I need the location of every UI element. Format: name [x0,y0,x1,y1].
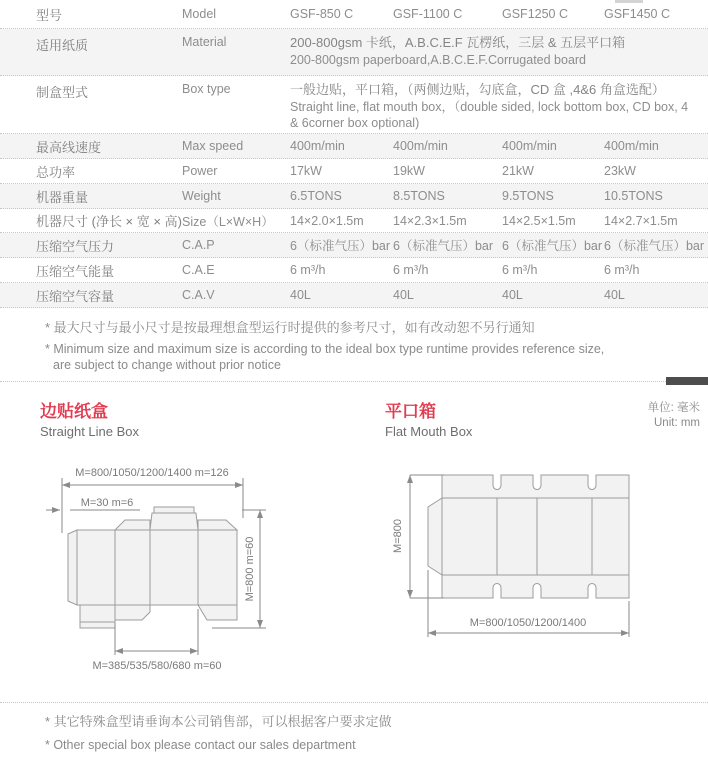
cell-value: 400m/min [604,139,659,153]
table-row-model [0,0,708,29]
table-row-power [0,159,708,184]
bottom-flap-shape [198,605,237,620]
row-label-en: Power [182,164,218,178]
cell-value-cn: 一般边贴，平口箱，（两侧边贴，勾底盒，CD 盒 ,4&6 角盒选配） [290,82,665,97]
cell-value: 23kW [604,164,636,178]
cell-value: 40L [604,288,625,302]
section-title-cn: 边贴纸盒 [40,402,108,421]
row-label-en: Model [182,7,217,21]
special-box-notes [45,711,392,752]
row-label-cn: 制盒型式 [36,85,89,100]
dimension-label: M=800 [392,519,404,553]
bottom-divider [0,702,708,703]
cell-value: 6 m³/h [393,263,429,277]
row-label-cn: 机器重量 [36,189,89,205]
table-row-maxspeed [0,134,708,159]
note-en: * Other special box please contact our sales department [45,738,356,752]
cell-value: 40L [393,288,414,302]
row-label-en: C.A.E [182,263,215,277]
dimension-label: M=30 m=6 [80,497,134,509]
panel-shape [115,530,150,605]
cell-value: 6.5TONS [290,189,342,203]
table-row-material [0,29,708,76]
cell-value: 17kW [290,164,322,178]
dimension-label: M=800/1050/1200/1400 m=126 [75,467,229,479]
row-label-cn: 适用纸质 [36,38,89,53]
bottom-flap-shape [80,605,115,622]
top-flap-shape [150,513,198,530]
cell-value: 10.5TONS [604,189,663,203]
cell-value: 6（标准气压）bar [502,239,603,253]
table-row-weight [0,184,708,209]
section-header-straight-line-box [40,401,139,440]
cell-value: 14×2.5×1.5m [502,213,576,228]
row-label-en: C.A.V [182,288,215,302]
unit-cn: 单位: 毫米 [647,402,700,414]
row-label-cn: 压缩空气压力 [36,238,115,254]
straight-line-box-diagram [40,465,272,677]
row-label-cn: 压缩空气容量 [36,288,115,304]
section-title-cn: 平口箱 [385,402,436,421]
cell-value: 6 m³/h [290,263,326,277]
row-label-en: Material [182,35,227,49]
note-cn: * 其它特殊盒型请垂询本公司销售部，可以根据客户要求定做 [45,714,392,729]
row-label-en: C.A.P [182,238,215,252]
glue-flap-shape [428,498,442,575]
note-en-cont: are subject to change without prior notice [53,358,281,372]
cell-value-en: 200-800gsm paperboard,A.B.C.E.F.Corrugated board [290,52,587,67]
row-label-en: Weight [182,189,221,203]
cell-span [290,35,708,68]
cell-value: 6（标准气压）bar [393,239,494,253]
cell-value: 400m/min [393,139,448,153]
cell-value: GSF-1100 C [393,7,463,21]
section-divider [0,381,666,382]
cell-value: 21kW [502,164,534,178]
table-row-size [0,209,708,233]
size-disclaimer-notes [45,320,604,373]
cell-value: 14×2.3×1.5m [393,213,467,228]
top-hem-shape [154,507,194,513]
cell-value: 9.5TONS [502,189,554,203]
cell-value: GSF-850 C [290,7,354,21]
panel-shape [150,530,198,605]
cell-value: 8.5TONS [393,189,445,203]
section-title-en: Straight Line Box [40,424,140,439]
table-row-cap [0,233,708,258]
note-en: * Minimum size and maximum size is according to the ideal box type runtime provides reference size, [45,342,605,356]
cell-value: 6 m³/h [502,263,538,277]
unit-en: Unit: mm [654,417,700,429]
row-label-en: Box type [182,82,231,96]
note-cn: * 最大尺寸与最小尺寸是按最理想盒型运行时提供的参考尺寸，如有改动恕不另行通知 [45,320,535,335]
cell-value-cn: 200-800gsm 卡纸，A.B.C.E.F 瓦楞纸，三层 & 五层平口箱 [290,35,626,50]
glue-flap-shape [68,530,77,605]
cell-value: 19kW [393,164,425,178]
cell-value: 14×2.0×1.5m [290,213,364,228]
cell-value: 14×2.7×1.5m [604,213,678,228]
cell-value: 6（标准气压）bar [604,239,705,253]
cell-value: 40L [290,288,311,302]
table-row-cav [0,283,708,308]
row-label-cn: 总功率 [36,164,76,180]
row-label-en: Size（L×W×H） [182,214,274,229]
top-flap-shape [115,520,150,530]
bottom-flaps-shape [442,575,629,598]
body-panels-shape [442,498,629,575]
row-label-en: Max speed [182,139,244,153]
row-label-cn: 最高线速度 [36,139,102,155]
section-header-flat-mouth-box [385,401,472,440]
bottom-flap-shape [115,605,150,620]
table-row-boxtype [0,76,708,134]
flat-mouth-box-diagram [390,465,708,660]
cell-value: 6 m³/h [604,263,640,277]
divider-accent-bar [666,377,708,385]
cell-span [290,82,708,132]
dimension-label: M=385/535/580/680 m=60 [92,660,222,672]
cell-value: GSF1450 C [604,7,671,21]
dimension-label: M=800/1050/1200/1400 [469,617,587,629]
cell-value: GSF1250 C [502,7,569,21]
cell-value: 40L [502,288,523,302]
row-label-cn: 压缩空气能量 [36,263,115,279]
dimension-label: M=800 m=60 [244,536,256,602]
table-row-cae [0,258,708,283]
cell-value: 400m/min [290,139,345,153]
top-flap-shape [198,520,237,530]
spec-table [0,0,708,308]
unit-label [648,401,700,431]
panel-shape [77,530,115,605]
row-label-cn: 型号 [36,7,63,23]
hem-shape [80,622,115,628]
section-title-en: Flat Mouth Box [385,424,473,439]
cell-value-en: Straight line, flat mouth box，（double sided, lock bottom box, CD box, 4 & 6corner box optional) [290,99,689,130]
row-label-cn: 机器尺寸 (净长 × 宽 × 高) [36,214,182,229]
cell-value: 400m/min [502,139,557,153]
cell-value: 6（标准气压）bar [290,239,391,253]
panel-shape [198,530,237,605]
top-flaps-shape [442,475,629,498]
